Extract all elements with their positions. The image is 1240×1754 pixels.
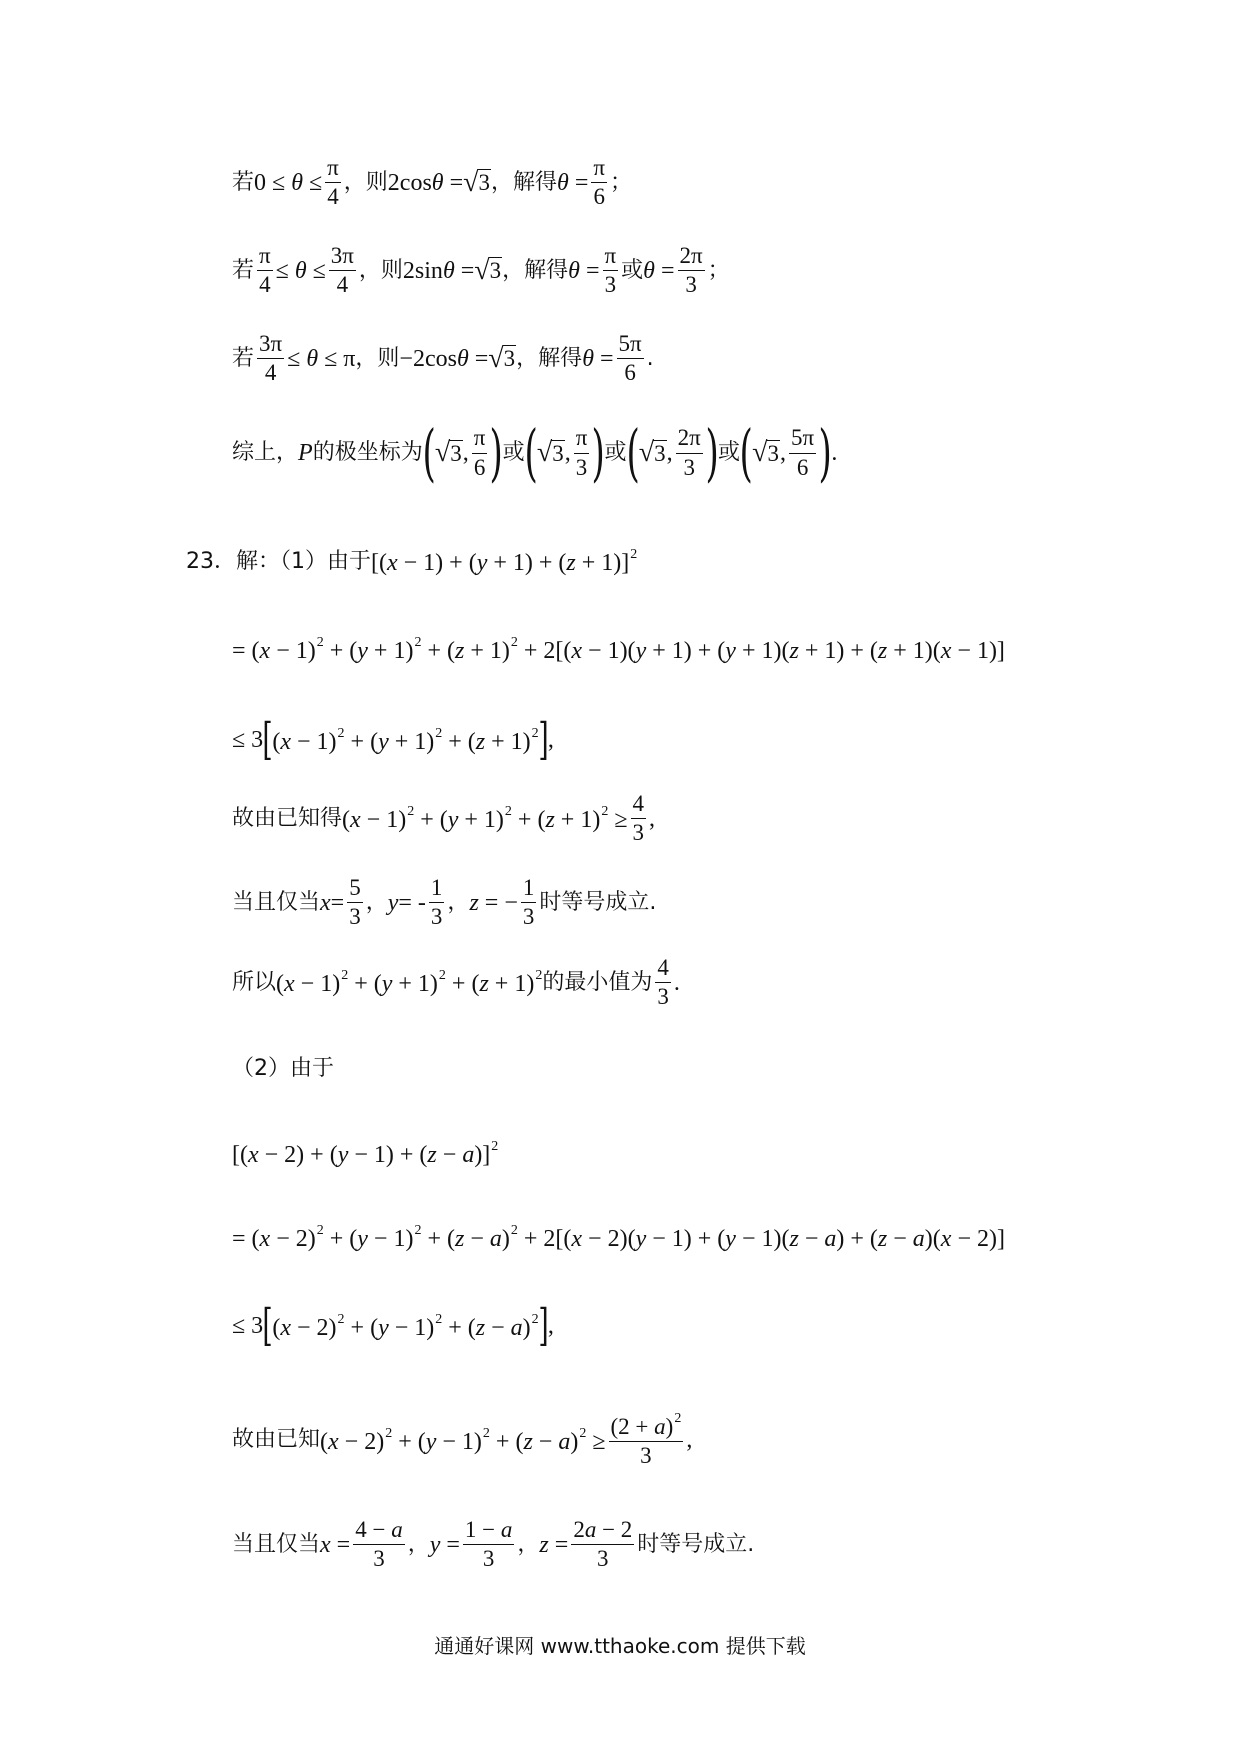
fraction: $\frac{3\pi}{4}$: [330, 243, 354, 298]
sqrt: √ 3: [474, 254, 502, 286]
text-huo: 或: [604, 440, 627, 465]
equality-condition-1: 当且仅当 x = $\frac{5}{3}$ ， y = - $\frac{1}{3}$ ， z = − $\frac{1}{3}$ 时等号成立.: [232, 875, 657, 930]
known-line-2: 故由已知 $(x - 2)^2 + (y - 1)^2 + (z - a)^2$ ≥ $\frac{(2 + a)^2}{3}$ ,: [232, 1411, 693, 1469]
fraction: $\frac{\pi}{3}$: [604, 243, 617, 298]
summary-line: 综上， P 的极坐标为 ( √ 3 , $\frac{\pi}{6}$ ) 或 ( √ 3 , $\frac{\pi}{3}$ ) 或 ( √ 3 , $\frac{2\pi}{3}$ ) 或 ( √ 3 , $\frac{5\pi}{6}$ ) .: [232, 416, 838, 489]
question-23-header: 23．解：（1）由于 $[(x - 1) + (y + 1) + (z + 1)]^2$: [186, 547, 638, 576]
page-footer: 通通好课网 www.tthaoke.com 提供下载: [434, 1634, 806, 1658]
text-end: .: [831, 440, 838, 466]
inequality-2: ≤ 3 [ $(x - 2)^2 + (y - 1)^2 + (z - a)^2$ ] ,: [232, 1300, 554, 1351]
text-ze: ，则: [355, 345, 400, 371]
text-known: 故由已知得: [232, 805, 343, 831]
case-line-2: 若 $\frac{\pi}{4}$ ≤ θ ≤ $\frac{3\pi}{4}$ ，则 2sinθ = √ 3 ，解得 θ = $\frac{\pi}{3}$ 或 θ = $\frac{2\pi}{3}$ ；: [232, 243, 730, 298]
text-ruo: 若: [232, 169, 255, 195]
text-equality: 时等号成立.: [539, 889, 657, 915]
fraction: $\frac{3\pi}{4}$: [259, 331, 283, 386]
text-end: ；: [610, 169, 633, 195]
sqrt: √ 3: [488, 342, 516, 374]
question-label: 23．解：（1）由于: [186, 548, 371, 574]
point-p: P: [298, 440, 313, 466]
case-line-1: 若 0 ≤ θ ≤ $\frac{\pi}{4}$ ，则 2cosθ = √ 3 ，解得 θ = $\frac{\pi}{6}$ ；: [232, 155, 633, 210]
equality-condition-2: 当且仅当 x = $\frac{4 - a}{3}$ ， y = $\frac{1 - a}{3}$ ， z = $\frac{2a - 2}{3}$ 时等号成立.: [232, 1517, 755, 1572]
inequality-1: ≤ 3 [ $(x - 1)^2 + (y + 1)^2 + (z + 1)^2$ ] ,: [232, 714, 554, 765]
part-label: （2）由于: [232, 1056, 334, 1081]
text-iff: 当且仅当: [232, 889, 321, 915]
text-jiede: ，解得: [516, 345, 583, 371]
text-jiede: ，解得: [502, 257, 569, 283]
text-jiede: ，解得: [491, 169, 558, 195]
text-ruo: 若: [232, 345, 255, 371]
fraction: $\frac{5\pi}{6}$: [618, 331, 642, 386]
text-huo: 或: [621, 257, 644, 283]
fraction: $\frac{\pi}{4}$: [259, 243, 271, 298]
minimum-line: 所以 $(x - 1)^2 + (y + 1)^2 + (z + 1)^2$ 的最小值为 $\frac{4}{3}$ .: [232, 955, 680, 1010]
text-ruo: 若: [232, 257, 255, 283]
equation-expand-2: = $(x - 2)^2 + (y - 1)^2 + (z - a)^2 + 2[(x - 2)(y - 1) + (y - 1)(z - a) + (z - a)(x - 2)]$: [232, 1223, 1005, 1252]
fraction: $\frac{\pi}{4}$: [327, 155, 339, 210]
sqrt: √ 3: [463, 166, 491, 198]
text-ze: ，则: [358, 257, 403, 283]
equation-square-2: $[(x - 2) + (y - 1) + (z - a)]^2$: [232, 1139, 499, 1168]
fraction: $\frac{\pi}{6}$: [593, 155, 605, 210]
text-huo: 或: [502, 440, 525, 465]
case-line-3: 若 $\frac{3\pi}{4}$ ≤ θ ≤ π ，则 −2cosθ = √ 3 ，解得 θ = $\frac{5\pi}{6}$ .: [232, 331, 654, 386]
text-summary: 综上，: [232, 440, 299, 465]
part-2-header: [232, 1058, 334, 1080]
known-line-1: 故由已知得 $(x - 1)^2 + (y + 1)^2 + (z + 1)^2$ ≥ $\frac{4}{3}$ ,: [232, 791, 655, 846]
text-polar: 的极坐标为: [312, 440, 423, 465]
text-ze: ，则: [343, 169, 388, 195]
text-huo: 或: [717, 440, 740, 465]
equation-expand-1: = $(x - 1)^2 + (y + 1)^2 + (z + 1)^2 + 2[(x - 1)(y + 1) + (y + 1)(z + 1) + (z + 1)(x - 1)]$: [232, 635, 1005, 664]
text-end: ；: [707, 257, 730, 283]
fraction: $\frac{2\pi}{3}$: [679, 243, 703, 298]
text-end: .: [646, 345, 654, 371]
